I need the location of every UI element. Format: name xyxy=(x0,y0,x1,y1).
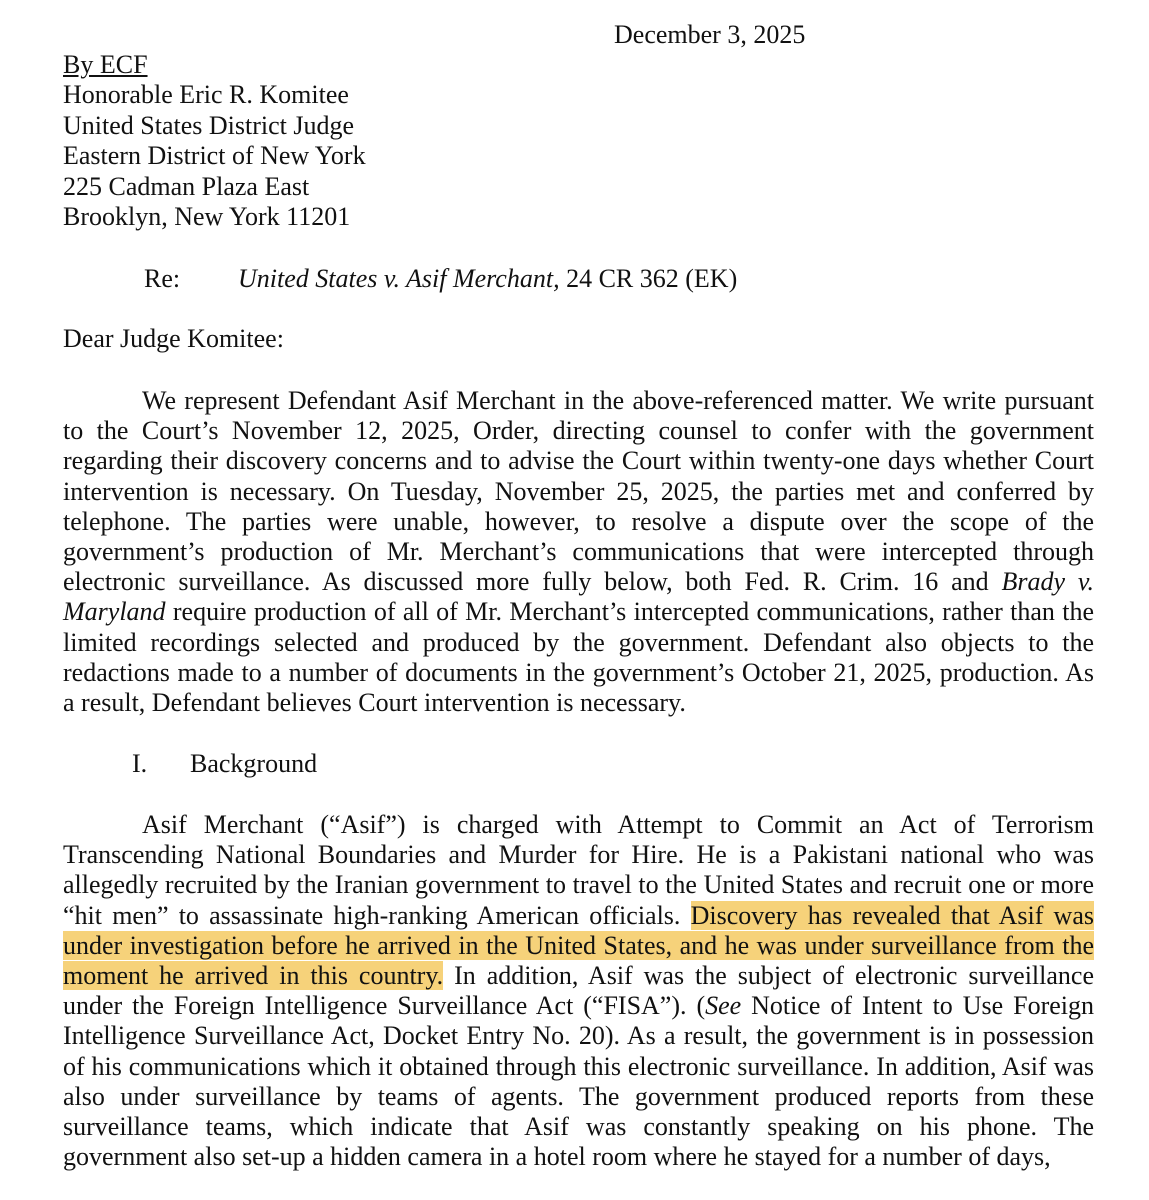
recipient-line: United States District Judge xyxy=(63,110,355,140)
case-number: 24 CR 362 (EK) xyxy=(559,264,738,293)
intro-text-part2: require production of all of Mr. Merchant’s intercepted communications, rather than the limited recordings selected and produced by the government. Defendant also objects to the redactions made to a number of documents in the government’s October 21, 2025, production. As a result, Defendant believes Court intervention is necessary. xyxy=(63,597,1094,718)
intro-text-part1: We represent Defendant Asif Merchant in the above-referenced matter. We write pursuant to the Court’s November 12, 2025, Order, directing counsel to confer with the government regarding their discovery concerns and to advise the Court within twenty-one days whether Court intervention is necessary. On Tuesday, November 25, 2025, the parties met and conferred by telephone. The parties were unable, however, to resolve a dispute over the scope of the government’s production of Mr. Merchant’s communications that were intercepted through electronic surveillance. As discussed more fully below, both Fed. R. Crim. 16 and xyxy=(63,386,1094,597)
case-name: United States v. Asif Merchant, xyxy=(238,264,560,293)
background-paragraph xyxy=(63,810,1094,1172)
recipient-line: 225 Cadman Plaza East xyxy=(63,171,310,201)
highlighted-text: Discovery has revealed that Asif was under investigation before he arrived in the United States, and he was under surveillance from the moment he arrived in this country. xyxy=(63,900,1094,991)
recipient-line: Brooklyn, New York 11201 xyxy=(63,202,351,232)
delivery-method: By ECF xyxy=(63,50,148,79)
background-text-part1: Asif Merchant (“Asif”) is charged with Attempt to Commit an Act of Terrorism Transcending National Boundaries and Murder for Hire. He is a Pakistani national who was allegedly recruited by the Iranian government to travel to the United States and recruit one or more “hit men” to assassinate high-ranking American officials. xyxy=(63,810,1094,930)
recipient-line: Eastern District of New York xyxy=(63,141,366,171)
see-signal: See xyxy=(705,991,742,1021)
recipient-line: Honorable Eric R. Komitee xyxy=(63,80,349,110)
re-case-reference xyxy=(238,264,737,294)
salutation: Dear Judge Komitee: xyxy=(63,324,284,353)
re-label: Re: xyxy=(144,264,181,293)
letter-date: December 3, 2025 xyxy=(614,20,806,49)
background-text-part2: In addition, Asif was the subject of electronic surveillance under the Foreign Intelligence Surveillance Act (“FISA”). ( xyxy=(63,961,1094,1021)
intro-paragraph xyxy=(63,386,1094,718)
address-block xyxy=(63,50,366,232)
case-citation: Brady v. Maryland xyxy=(63,567,1094,627)
section-heading: Background xyxy=(190,749,318,778)
background-text-part3: Notice of Intent to Use Foreign Intelligence Surveillance Act, Docket Entry No. 20). As a result, the government is in possession of his communications which it obtained through this electronic surveillance. In addition, Asif was also under surveillance by teams of agents. The government produced reports from these surveillance teams, which indicate that Asif was constantly speaking on his phone. The government also set-up a hidden camera in a hotel room where he stayed for a number of days, xyxy=(63,991,1094,1172)
section-number: I. xyxy=(132,749,148,778)
